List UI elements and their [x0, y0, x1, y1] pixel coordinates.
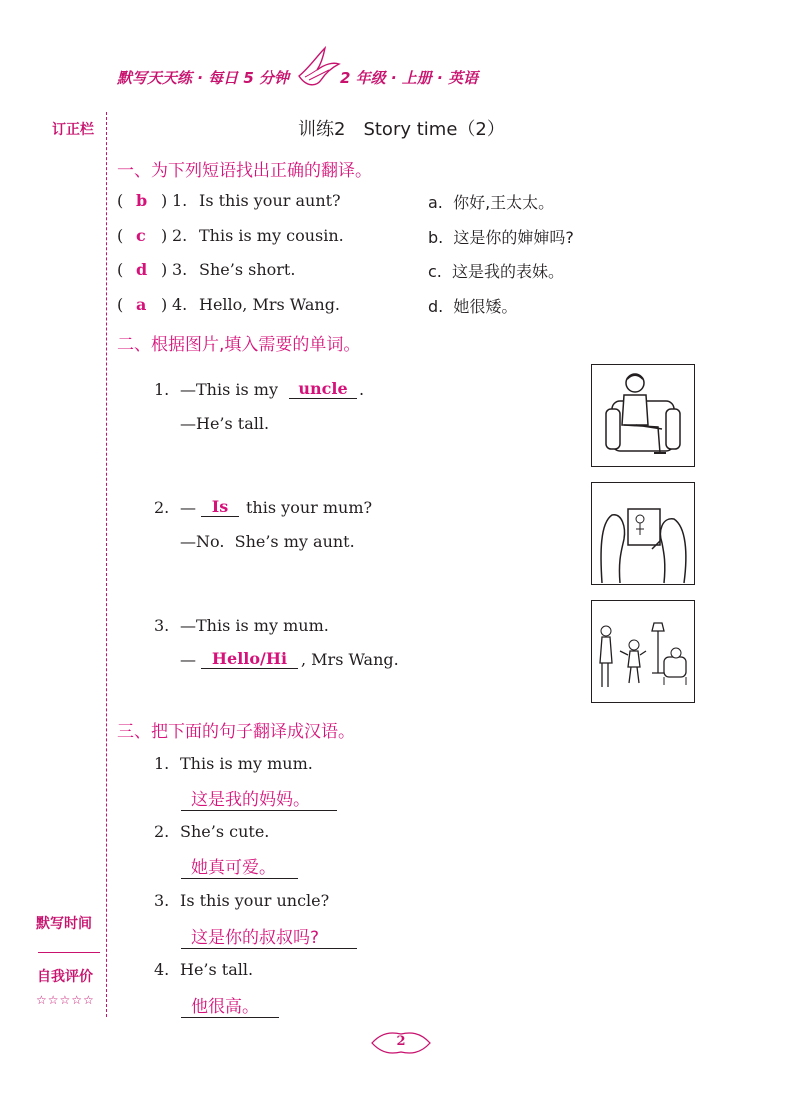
dictation-time-label: 默写时间: [36, 916, 92, 932]
s1-text-3: She’s short.: [199, 260, 296, 279]
header-right: 2 年级 · 上册 · 英语: [340, 69, 478, 87]
s1-option-a: a. 你好,王太太。: [428, 193, 555, 212]
page-title: 训练2 Story time（2）: [298, 119, 505, 140]
s1-answer-1[interactable]: b: [136, 191, 148, 210]
margin-divider: [106, 112, 107, 1017]
s1-option-d: d. 她很矮。: [428, 297, 518, 316]
s2-q3-num: 3.: [154, 616, 170, 635]
s1-text-1: Is this your aunt?: [199, 191, 341, 210]
s1-option-c: c. 这是我的表妹。: [428, 262, 565, 281]
s2-q2-num: 2.: [154, 498, 170, 517]
s3-num-3: 3.: [154, 891, 170, 910]
s2-q1-answer[interactable]: uncle: [289, 379, 357, 399]
s2-q1-period: .: [359, 380, 365, 399]
s2-q2-dash: —: [180, 498, 196, 517]
sidebar-divider: [38, 952, 100, 953]
s1-num-2: 2.: [172, 226, 188, 245]
s2-q3-suffix: , Mrs Wang.: [301, 650, 399, 669]
s3-answer-4[interactable]: 他很高。: [181, 992, 279, 1018]
s2-q1-num: 1.: [154, 380, 170, 399]
s1-num-3: 3.: [172, 260, 188, 279]
s2-q3-line1: —This is my mum.: [180, 616, 329, 635]
s2-q3-dash: —: [180, 650, 196, 669]
s1-num-1: 1.: [172, 191, 188, 210]
s1-text-4: Hello, Mrs Wang.: [199, 295, 341, 314]
s3-answer-1[interactable]: 这是我的妈妈。: [181, 785, 337, 811]
s1-option-b: b. 这是你的婶婶吗?: [428, 228, 574, 247]
section-1-heading: 一、为下列短语找出正确的翻译。: [117, 161, 372, 181]
section-3-heading: 三、把下面的句子翻译成汉语。: [117, 722, 355, 742]
dove-logo-icon: [295, 46, 341, 90]
s3-num-4: 4.: [154, 960, 170, 979]
section-2-heading: 二、根据图片,填入需要的单词。: [117, 335, 361, 355]
s1-num-4: 4.: [172, 295, 188, 314]
uncle-armchair-picture: [591, 364, 695, 467]
header-left: 默写天天练 · 每日 5 分钟: [117, 69, 290, 87]
living-room-picture: [591, 600, 695, 703]
s2-q1-prefix: —This is my: [180, 380, 279, 399]
s1-answer-4[interactable]: a: [136, 295, 147, 314]
s2-q2-suffix: this your mum?: [246, 498, 373, 517]
s3-num-2: 2.: [154, 822, 170, 841]
s1-text-2: This is my cousin.: [199, 226, 344, 245]
s2-q3-answer[interactable]: Hello/Hi: [201, 649, 298, 669]
self-evaluation-label: 自我评价: [37, 969, 93, 985]
s3-sentence-3: Is this your uncle?: [180, 891, 330, 910]
s3-sentence-2: She’s cute.: [180, 822, 270, 841]
page-number: 2: [396, 1034, 406, 1049]
s3-sentence-1: This is my mum.: [180, 754, 313, 773]
correction-column-label: 订正栏: [52, 122, 94, 138]
s2-q1-reply: —He’s tall.: [180, 414, 270, 433]
photo-frame-picture: [591, 482, 695, 585]
rating-stars[interactable]: ☆☆☆☆☆: [36, 993, 95, 1007]
s1-answer-2[interactable]: c: [136, 226, 146, 245]
s3-answer-3[interactable]: 这是你的叔叔吗?: [181, 923, 357, 949]
s2-q2-answer[interactable]: Is: [201, 497, 239, 517]
s2-q2-reply: —No. She’s my aunt.: [180, 532, 355, 551]
s3-num-1: 1.: [154, 754, 170, 773]
s1-answer-3[interactable]: d: [136, 260, 148, 279]
s3-answer-2[interactable]: 她真可爱。: [181, 853, 298, 879]
s3-sentence-4: He’s tall.: [180, 960, 254, 979]
